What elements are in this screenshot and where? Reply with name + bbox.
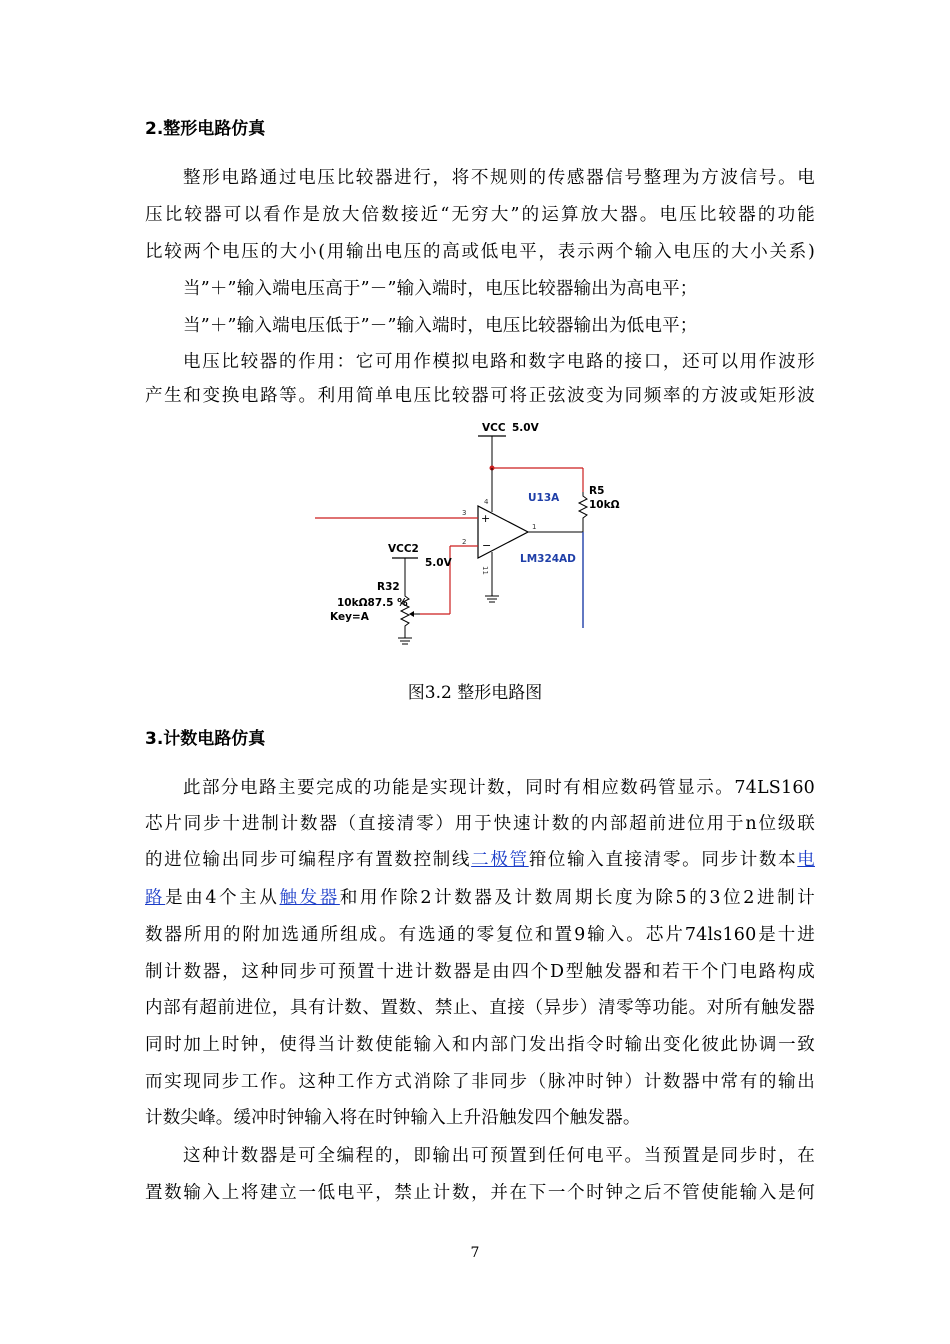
paragraph-line: [145, 886, 815, 910]
paragraph-line: 比较两个电压的大小(用输出电压的高或低电平，表示两个输入电压的大小关系): [145, 242, 815, 262]
paragraph-line: [145, 848, 815, 872]
r5-name: R5: [589, 485, 605, 497]
vcc-label: VCC: [482, 422, 506, 434]
pin-1-label: 1: [532, 523, 537, 531]
paragraph-line: 置数输入上将建立一低电平，禁止计数，并在下一个时钟之后不管使能输入是何: [145, 1183, 815, 1203]
flip-flop-link[interactable]: 触发器: [279, 888, 340, 908]
paragraph-line: 当”＋”输入端电压高于”－”输入端时，电压比较器输出为高电平；: [183, 279, 698, 299]
paragraph-line: 芯片同步十进制计数器（直接清零）用于快速计数的内部超前进位用于n位级联: [145, 814, 815, 834]
paragraph-line: 数器所用的附加选通所组成。有选通的零复位和置9输入。芯片74ls160是十进: [145, 925, 815, 945]
text-segment: 箝位输入直接清零。同步计数本: [528, 850, 798, 870]
pin-11-label: 11: [481, 566, 489, 575]
circuit-link[interactable]: 电: [797, 850, 815, 870]
paragraph-line: 电压比较器的作用：它可用作模拟电路和数字电路的接口，还可以用作波形: [183, 352, 815, 372]
wiper-arrow-head: [409, 611, 414, 617]
paragraph-line: 这种计数器是可全编程的，即输出可预置到任何电平。当预置是同步时，在: [183, 1146, 815, 1166]
minus-sign: −: [482, 539, 492, 552]
paragraph-line: 压比较器可以看作是放大倍数接近“无穷大”的运算放大器。电压比较器的功能: [145, 205, 815, 225]
r32-name: R32: [377, 581, 400, 593]
text-segment: 和用作除2计数器及计数周期长度为除5的3位2进制计: [339, 888, 815, 908]
pin-3-label: 3: [462, 509, 467, 517]
opamp-reference: U13A: [528, 492, 560, 504]
paragraph-line: 整形电路通过电压比较器进行，将不规则的传感器信号整理为方波信号。电: [183, 168, 815, 188]
pin-2-label: 2: [462, 538, 467, 546]
text-segment: 是由4个主从: [165, 888, 280, 908]
paragraph-line: 计数尖峰。缓冲时钟输入将在时钟输入上升沿触发四个触发器。: [145, 1108, 641, 1128]
paragraph-line: 而实现同步工作。这种工作方式消除了非同步（脉冲时钟）计数器中常有的输出: [145, 1072, 815, 1092]
vcc2-value: 5.0V: [425, 557, 452, 569]
paragraph-line: 制计数器，这种同步可预置十进计数器是由四个D型触发器和若干个门电路构成: [145, 962, 815, 982]
circuit-link[interactable]: 路: [145, 888, 166, 908]
section-2-heading: 2.整形电路仿真: [145, 119, 266, 139]
page-number: 7: [470, 1245, 480, 1261]
comparator-circuit-diagram: [310, 416, 640, 666]
vcc2-label: VCC2: [388, 543, 419, 555]
opamp-part-number: LM324AD: [520, 553, 576, 565]
text-segment: 的进位输出同步可编程序有置数控制线: [145, 850, 472, 870]
plus-sign: +: [481, 512, 491, 525]
paragraph-line: 当”＋”输入端电压低于”－”输入端时，电压比较器输出为低电平；: [183, 316, 698, 336]
paragraph-line: 产生和变换电路等。利用简单电压比较器可将正弦波变为同频率的方波或矩形波: [145, 386, 815, 406]
paragraph-line: 内部有超前进位，具有计数、置数、禁止、直接（异步）清零等功能。对所有触发器: [145, 998, 815, 1018]
r32-key: Key=A: [330, 611, 369, 623]
r5-value: 10kΩ: [589, 499, 620, 511]
r32-value: 10kΩ87.5 %: [337, 597, 408, 609]
figure-caption: 图3.2 整形电路图: [407, 683, 543, 703]
r5-resistor: [579, 492, 587, 522]
paragraph-line: 同时加上时钟，使得当计数使能输入和内部门发出指令时输出变化彼此协调一致: [145, 1035, 815, 1055]
diode-link[interactable]: 二极管: [471, 850, 529, 870]
paragraph-line: 此部分电路主要完成的功能是实现计数，同时有相应数码管显示。74LS160: [183, 778, 815, 798]
pin-4-label: 4: [484, 498, 489, 506]
vcc-value: 5.0V: [512, 422, 539, 434]
section-3-heading: 3.计数电路仿真: [145, 729, 266, 749]
